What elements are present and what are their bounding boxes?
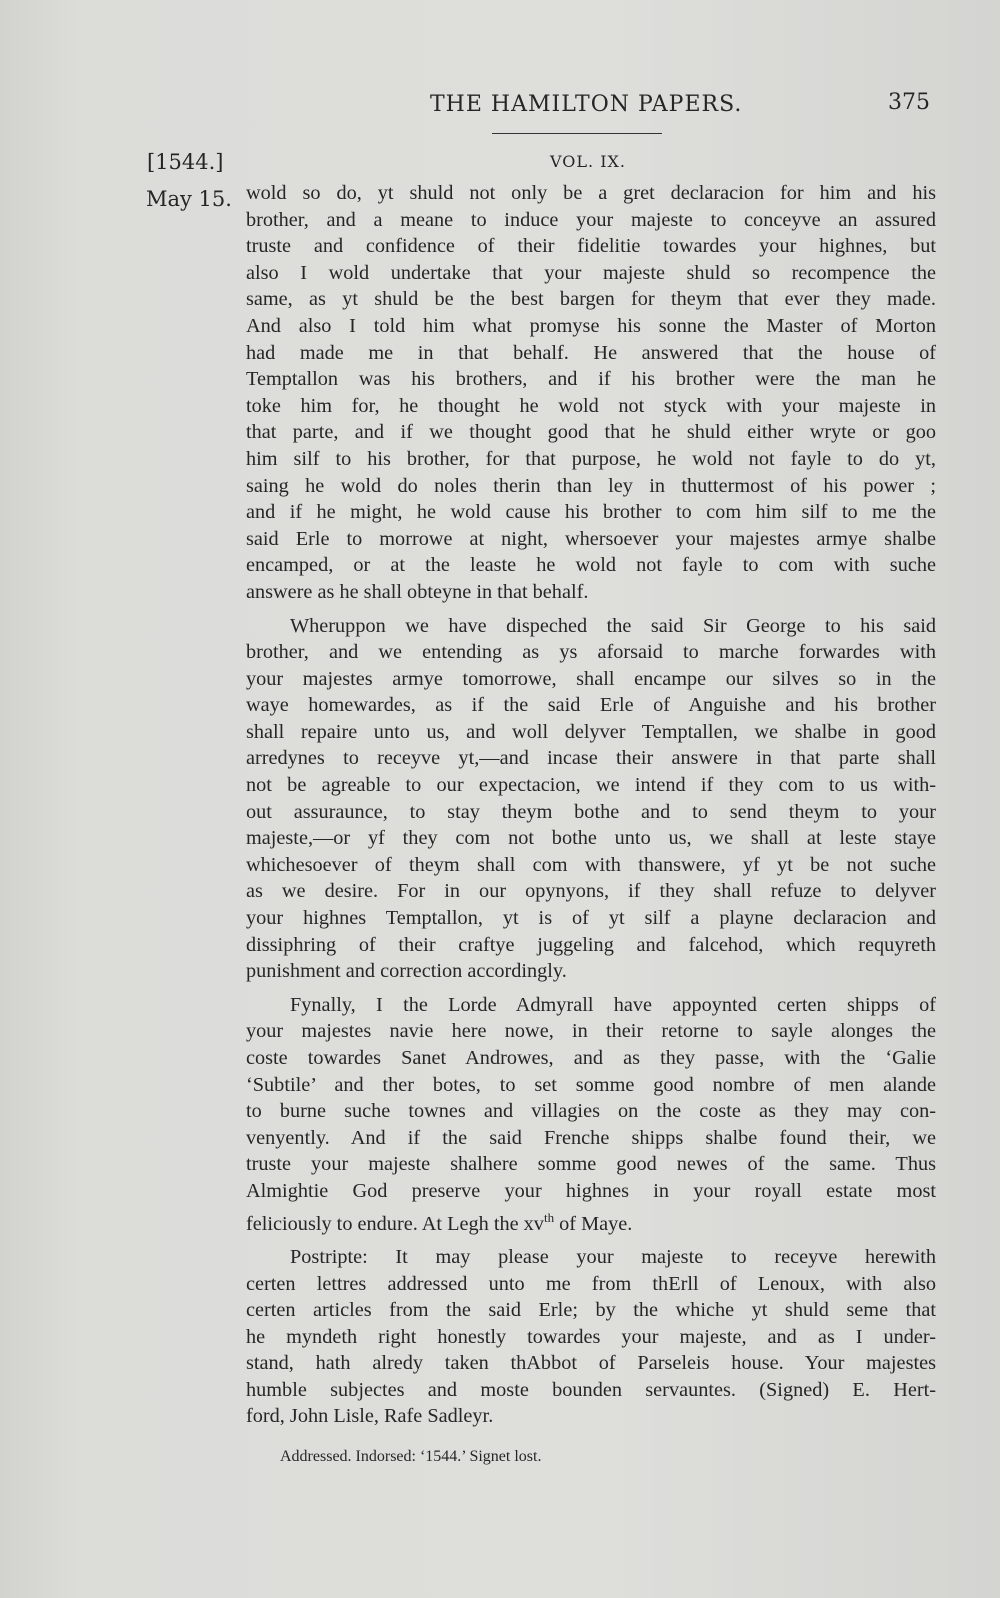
text-line: that parte, and if we thought good that he shuld either wryte or goo <box>246 421 936 444</box>
ordinal-superscript: th <box>543 1209 555 1225</box>
text-line: dissiphring of their craftye juggeling and falcehod, which requyreth <box>246 933 936 956</box>
text-line: Temptallon was his brothers, and if his brother were the man he <box>246 368 936 391</box>
margin-year: [1544.] <box>147 150 224 174</box>
text-line: him silf to his brother, for that purpose, he wold not fayle to do yt, <box>246 447 936 470</box>
text-line: truste your majeste shalhere somme good newes of the same. Thus <box>246 1153 936 1176</box>
text-line: certen lettres addressed unto me from thErll of Lenoux, with also <box>246 1272 936 1295</box>
text-line: he myndeth right honestly towardes your majeste, and as I under- <box>246 1325 936 1348</box>
text-line: coste towardes Sanet Androwes, and as they passe, with the ‘Galie <box>246 1047 936 1069</box>
letter-body <box>246 180 936 1437</box>
text-line-main: feliciously to endure. At Legh the xv <box>246 1212 544 1235</box>
text-line: to burne suche townes and villagies on the coste as they may con- <box>246 1100 936 1123</box>
text-line: punishment and correction accordingly. <box>246 960 567 983</box>
text-line: truste and confidence of their fidelitie towardes your highnes, but <box>246 235 936 258</box>
paragraph-2 <box>246 613 936 985</box>
text-line: whichesoever of theym shall com with thanswere, yf yt be not suche <box>246 853 936 876</box>
text-line: waye homewardes, as if the said Erle of Anguishe and his brother <box>246 694 936 717</box>
text-line: toke him for, he thought he wold not styck with your majeste in <box>246 394 936 417</box>
text-line: venyently. And if the said Frenche shipps shalbe found their, we <box>246 1126 936 1149</box>
text-line <box>246 1205 936 1237</box>
text-line: your highnes Temptallon, yt is of yt silf a playne declaracion and <box>246 907 936 930</box>
text-line: saing he wold do noles therin than ley in thuttermost of his power ; <box>246 474 936 497</box>
text-line: wold so do, yt shuld not only be a gret declaracion for him and his <box>246 182 936 204</box>
text-line: Almightie God preserve your highnes in your royall estate most <box>246 1179 936 1202</box>
text-line: your majestes armye tomorrowe, shall encampe our silves so in the <box>246 667 936 690</box>
text-line: said Erle to morrowe at night, whersoever your majestes armye shalbe <box>246 527 936 550</box>
text-line-tail: of Maye. <box>554 1212 633 1235</box>
text-line: also I wold undertake that your majeste shuld so recompence the <box>246 261 936 284</box>
text-line: And also I told him what promyse his sonne the Master of Morton <box>246 314 936 337</box>
paragraph-3 <box>246 992 936 1237</box>
text-line: not be agreable to our expectacion, we intend if they com to us with- <box>246 774 936 797</box>
text-line: Fynally, I the Lorde Admyrall have appoynted certen shipps of <box>290 993 936 1016</box>
running-head: THE HAMILTON PAPERS. <box>430 92 743 117</box>
text-line: brother, and a meane to induce your majeste to conceyve an assured <box>246 208 936 231</box>
text-line: encamped, or at the leaste he wold not fayle to com with suche <box>246 554 936 577</box>
text-line: ‘Subtile’ and ther botes, to set somme good nombre of men alande <box>246 1073 936 1096</box>
text-line: same, as yt shuld be the best bargen for theym that ever they made. <box>246 288 936 311</box>
paragraph-1 <box>246 180 936 606</box>
text-line: as we desire. For in our opynyons, if they shall refuze to delyver <box>246 880 936 903</box>
text-line: had made me in that behalf. He answered that the house of <box>246 341 936 364</box>
text-line: shall repaire unto us, and woll delyver Temptallen, we shalbe in good <box>246 720 936 743</box>
text-line: and if he might, he wold cause his brother to com him silf to me the <box>246 501 936 524</box>
paragraph-4 <box>246 1244 936 1430</box>
text-line: out assuraunce, to stay theym bothe and to send theym to your <box>246 800 936 823</box>
text-line: humble subjectes and moste bounden servauntes. (Signed) E. Hert- <box>246 1378 936 1401</box>
text-line: arredynes to receyve yt,—and incase their answere in that parte shall <box>246 747 936 770</box>
text-line: ford, John Lisle, Rafe Sadleyr. <box>246 1405 494 1428</box>
page-number: 375 <box>888 90 930 115</box>
text-line: certen articles from the said Erle; by the whiche yt shuld seme that <box>246 1299 936 1322</box>
text-line: Wheruppon we have dispeched the said Sir George to his said <box>290 614 936 637</box>
header-rule <box>492 133 662 134</box>
text-line: your majestes navie here nowe, in their retorne to sayle alonges the <box>246 1020 936 1043</box>
text-line: Postripte: It may please your majeste to receyve herewith <box>290 1245 936 1268</box>
text-line: majeste,—or yf they com not bothe unto us, we shall at leste staye <box>246 827 936 850</box>
margin-date: May 15. <box>146 187 232 211</box>
volume-label: VOL. IX. <box>550 152 626 171</box>
text-line: stand, hath alredy taken thAbbot of Parseleis house. Your majestes <box>246 1352 936 1375</box>
endorsement-note: Addressed. Indorsed: ‘1544.’ Signet lost. <box>280 1448 542 1465</box>
text-line: answere as he shall obteyne in that behalf. <box>246 580 589 603</box>
text-line: brother, and we entending as ys aforsaid to marche forwardes with <box>246 641 936 664</box>
